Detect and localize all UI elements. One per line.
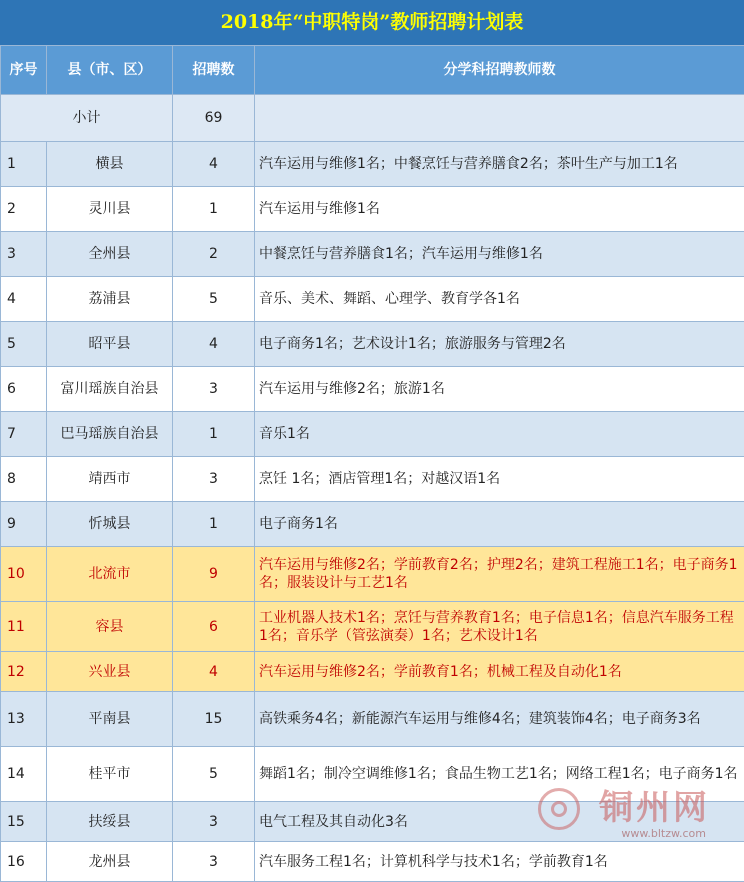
subtotal-label: 小计 <box>1 95 173 142</box>
row-number: 4 <box>1 277 47 322</box>
row-county: 巴马瑶族自治县 <box>47 412 173 457</box>
table-row <box>1 602 744 652</box>
row-county: 桂平市 <box>47 747 173 802</box>
table-row <box>1 747 744 802</box>
table-row <box>1 142 744 187</box>
row-county: 容县 <box>47 602 173 652</box>
row-subjects: 汽车运用与维修2名；旅游1名 <box>255 367 744 412</box>
header-no: 序号 <box>1 46 47 95</box>
row-count: 3 <box>173 842 255 882</box>
row-count: 9 <box>173 547 255 602</box>
page-title: 2018年“中职特岗”教师招聘计划表 <box>0 0 744 45</box>
table-row <box>1 277 744 322</box>
header-row <box>1 46 744 95</box>
watermark-url: www.bltzw.com <box>621 827 706 840</box>
row-number: 13 <box>1 692 47 747</box>
header-count: 招聘数 <box>173 46 255 95</box>
row-count: 15 <box>173 692 255 747</box>
row-county: 龙州县 <box>47 842 173 882</box>
row-county: 忻城县 <box>47 502 173 547</box>
row-subjects: 电子商务1名；艺术设计1名；旅游服务与管理2名 <box>255 322 744 367</box>
row-count: 6 <box>173 602 255 652</box>
table-row <box>1 412 744 457</box>
row-count: 4 <box>173 322 255 367</box>
row-subjects: 中餐烹饪与营养膳食1名；汽车运用与维修1名 <box>255 232 744 277</box>
table-row <box>1 322 744 367</box>
row-subjects: 汽车运用与维修1名；中餐烹饪与营养膳食2名；茶叶生产与加工1名 <box>255 142 744 187</box>
table-row <box>1 692 744 747</box>
row-county: 荔浦县 <box>47 277 173 322</box>
row-number: 8 <box>1 457 47 502</box>
row-subjects: 舞蹈1名；制冷空调维修1名；食品生物工艺1名；网络工程1名；电子商务1名 <box>255 747 744 802</box>
row-county: 北流市 <box>47 547 173 602</box>
row-subjects: 音乐、美术、舞蹈、心理学、教育学各1名 <box>255 277 744 322</box>
row-county: 靖西市 <box>47 457 173 502</box>
row-number: 16 <box>1 842 47 882</box>
row-subjects: 电气工程及其自动化3名 <box>255 802 744 842</box>
header-subjects: 分学科招聘教师数 <box>255 46 744 95</box>
table-row <box>1 457 744 502</box>
table-row <box>1 842 744 882</box>
row-subjects: 汽车运用与维修1名 <box>255 187 744 232</box>
row-subjects: 工业机器人技术1名；烹饪与营养教育1名；电子信息1名；信息汽车服务工程1名；音乐学（管弦演奏）1名；艺术设计1名 <box>255 602 744 652</box>
watermark-text: 铜州网 <box>599 780 710 829</box>
row-subjects: 高铁乘务4名；新能源汽车运用与维修4名；建筑装饰4名；电子商务3名 <box>255 692 744 747</box>
row-number: 1 <box>1 142 47 187</box>
row-number: 3 <box>1 232 47 277</box>
row-number: 12 <box>1 652 47 692</box>
row-county: 灵川县 <box>47 187 173 232</box>
table-row <box>1 547 744 602</box>
row-count: 3 <box>173 802 255 842</box>
table-row <box>1 187 744 232</box>
row-subjects: 汽车运用与维修2名；学前教育1名；机械工程及自动化1名 <box>255 652 744 692</box>
row-number: 5 <box>1 322 47 367</box>
row-number: 15 <box>1 802 47 842</box>
row-county: 扶绥县 <box>47 802 173 842</box>
header-county: 县（市、区） <box>47 46 173 95</box>
table-row <box>1 367 744 412</box>
row-county: 富川瑶族自治县 <box>47 367 173 412</box>
row-subjects: 汽车运用与维修2名；学前教育2名；护理2名；建筑工程施工1名；电子商务1名；服装设计与工艺1名 <box>255 547 744 602</box>
row-number: 14 <box>1 747 47 802</box>
row-number: 7 <box>1 412 47 457</box>
table-row <box>1 802 744 842</box>
row-subjects: 音乐1名 <box>255 412 744 457</box>
row-number: 10 <box>1 547 47 602</box>
row-subjects: 汽车服务工程1名；计算机科学与技术1名；学前教育1名 <box>255 842 744 882</box>
table-row <box>1 232 744 277</box>
subtotal-row <box>1 95 744 142</box>
row-county: 全州县 <box>47 232 173 277</box>
subtotal-subjects <box>255 95 744 142</box>
row-county: 平南县 <box>47 692 173 747</box>
row-number: 9 <box>1 502 47 547</box>
table-row <box>1 502 744 547</box>
row-count: 5 <box>173 747 255 802</box>
row-count: 3 <box>173 457 255 502</box>
row-count: 1 <box>173 412 255 457</box>
row-count: 1 <box>173 502 255 547</box>
row-subjects: 电子商务1名 <box>255 502 744 547</box>
row-count: 4 <box>173 652 255 692</box>
row-county: 昭平县 <box>47 322 173 367</box>
row-count: 5 <box>173 277 255 322</box>
row-number: 6 <box>1 367 47 412</box>
subtotal-count: 69 <box>173 95 255 142</box>
row-number: 11 <box>1 602 47 652</box>
table-row <box>1 652 744 692</box>
row-county: 兴业县 <box>47 652 173 692</box>
row-subjects: 烹饪 1名；酒店管理1名；对越汉语1名 <box>255 457 744 502</box>
row-count: 2 <box>173 232 255 277</box>
recruitment-table <box>0 45 744 882</box>
row-count: 4 <box>173 142 255 187</box>
row-number: 2 <box>1 187 47 232</box>
row-count: 3 <box>173 367 255 412</box>
row-county: 横县 <box>47 142 173 187</box>
row-count: 1 <box>173 187 255 232</box>
